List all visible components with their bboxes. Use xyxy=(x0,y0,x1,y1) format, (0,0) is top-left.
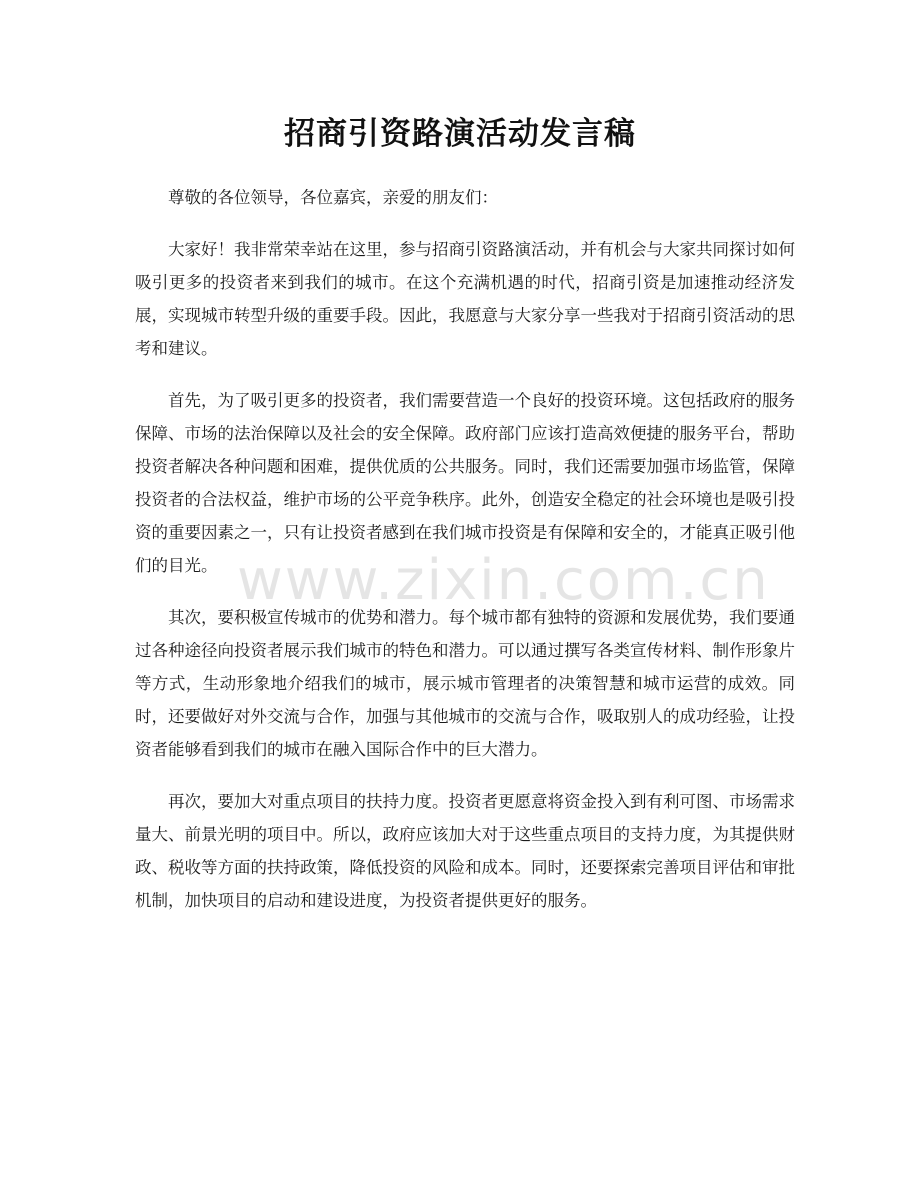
watermark: www.zixin.com.cn xyxy=(237,548,770,613)
document-title: 招商引资路演活动发言稿 xyxy=(284,116,636,152)
body-paragraph: 大家好！我非常荣幸站在这里，参与招商引资路演活动，并有机会与大家共同探讨如何吸引更多的投资者来到我们的城市。在这个充满机遇的时代，招商引资是加速推动经济发展，实现城市转型升级的重要手段。因此，我愿意与大家分享一些我对于招商引资活动的思考和建议。 xyxy=(135,240,795,358)
body-paragraph: 首先，为了吸引更多的投资者，我们需要营造一个良好的投资环境。这包括政府的服务保障、市场的法治保障以及社会的安全保障。政府部门应该打造高效便捷的服务平台，帮助投资者解决各种问题和困难，提供优质的公共服务。同时，我们还需要加强市场监管，保障投资者的合法权益，维护市场的公平竞争秩序。此外，创造安全稳定的社会环境也是吸引投资的重要因素之一，只有让投资者感到在我们城市投资是有保障和安全的，才能真正吸引他们的目光。 xyxy=(135,391,795,575)
body-paragraph: 其次，要积极宣传城市的优势和潜力。每个城市都有独特的资源和发展优势，我们要通过各种途径向投资者展示我们城市的特色和潜力。可以通过撰写各类宣传材料、制作形象片等方式，生动形象地介绍我们的城市，展示城市管理者的决策智慧和城市运营的成效。同时，还要做好对外交流与合作，加强与其他城市的交流与合作，吸取别人的成功经验，让投资者能够看到我们的城市在融入国际合作中的巨大潜力。 xyxy=(135,608,795,759)
document-body xyxy=(135,181,795,936)
body-paragraph: 再次，要加大对重点项目的扶持力度。投资者更愿意将资金投入到有利可图、市场需求量大、前景光明的项目中。所以，政府应该加大对于这些重点项目的支持力度，为其提供财政、税收等方面的扶持政策，降低投资的风险和成本。同时，还要探索完善项目评估和审批机制，加快项目的启动和建设进度，为投资者提供更好的服务。 xyxy=(135,792,795,910)
salutation-paragraph: 尊敬的各位领导，各位嘉宾，亲爱的朋友们： xyxy=(168,188,498,207)
